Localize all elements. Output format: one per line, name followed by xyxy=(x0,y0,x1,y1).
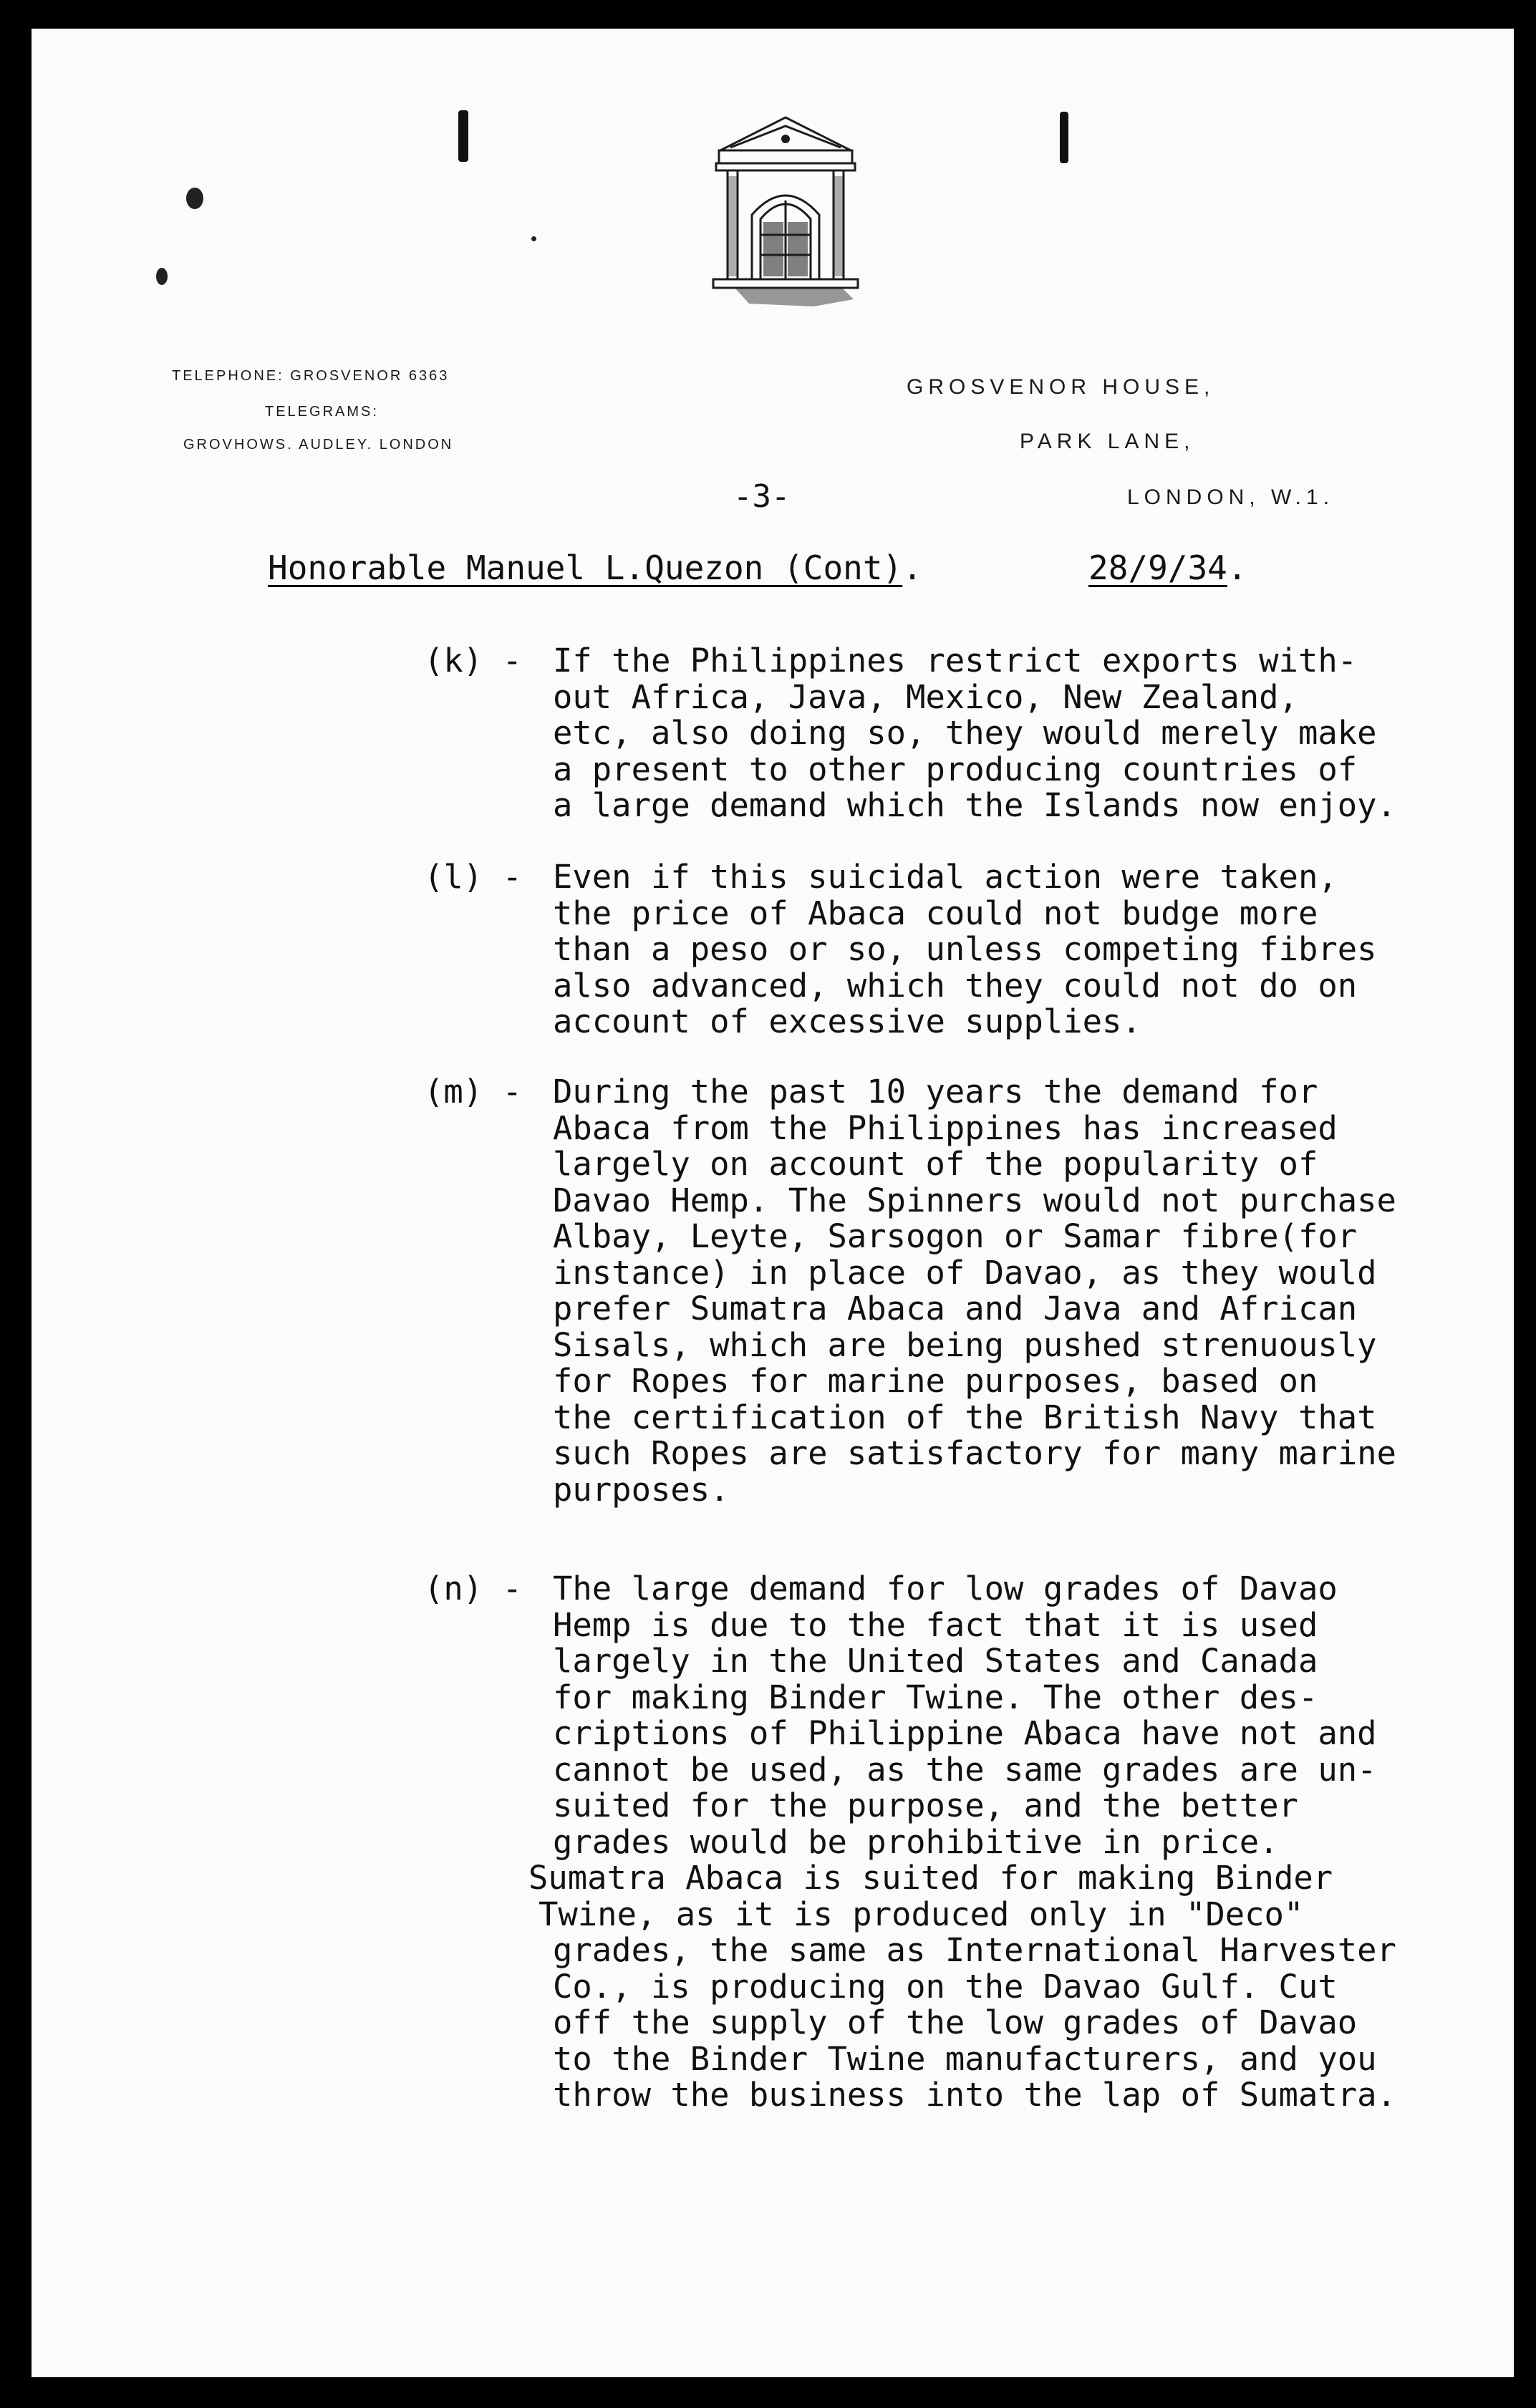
page-number: -3- xyxy=(733,478,791,515)
paragraph-m xyxy=(424,1074,1498,1508)
heading-period: . xyxy=(902,548,922,587)
text-line: If the Philippines restrict exports with- xyxy=(553,642,1358,680)
text-line: Albay, Leyte, Sarsogon or Samar fibre(for xyxy=(553,1217,1358,1255)
letter-heading xyxy=(268,548,1247,587)
text-line: grades, the same as International Harvester xyxy=(553,1931,1396,1969)
text-line: for making Binder Twine. The other des- xyxy=(553,1678,1318,1716)
text-line: Davao Hemp. The Spinners would not purchase xyxy=(553,1181,1396,1219)
text-line: grades would be prohibitive in price. xyxy=(553,1822,1279,1861)
text-line: for Ropes for marine purposes, based on xyxy=(553,1362,1318,1400)
paragraph-marker: (n) - xyxy=(424,1570,522,1607)
text-line: prefer Sumatra Abaca and Java and African xyxy=(553,1290,1358,1328)
ink-speck xyxy=(156,268,168,285)
text-line: account of excessive supplies. xyxy=(553,1002,1141,1040)
text-line: than a peso or so, unless competing fibres xyxy=(553,930,1377,968)
text-line: criptions of Philippine Abaca have not and xyxy=(553,1714,1377,1752)
text-line: Twine, as it is produced only in "Deco" xyxy=(538,1895,1304,1933)
text-line: etc, also doing so, they would merely make xyxy=(553,714,1377,752)
letter-page xyxy=(32,29,1514,2377)
text-line: throw the business into the lap of Sumatra. xyxy=(553,2076,1396,2114)
text-line: a present to other producing countries of xyxy=(553,750,1358,788)
paragraph-marker: (k) - xyxy=(424,642,522,680)
text-line: Even if this suicidal action were taken, xyxy=(553,858,1338,896)
letterhead-address-line2: PARK LANE, xyxy=(1020,430,1195,453)
letterhead-telephone: TELEPHONE: GROSVENOR 6363 xyxy=(172,368,450,384)
punch-mark-left xyxy=(458,110,468,162)
text-line: out Africa, Java, Mexico, New Zealand, xyxy=(553,677,1298,716)
paragraph-k xyxy=(424,643,1498,824)
text-line: to the Binder Twine manufacturers, and you xyxy=(553,2039,1377,2078)
text-line: largely in the United States and Canada xyxy=(553,1642,1318,1680)
text-line: purposes. xyxy=(553,1470,730,1509)
text-line: Hemp is due to the fact that it is used xyxy=(553,1605,1318,1644)
punch-mark-right xyxy=(1060,112,1068,163)
letterhead-address-line1: GROSVENOR HOUSE, xyxy=(907,375,1215,399)
text-line: Sumatra Abaca is suited for making Binder xyxy=(528,1859,1333,1897)
ink-speck xyxy=(531,236,536,241)
text-line: the price of Abaca could not budge more xyxy=(553,894,1318,932)
text-line: largely on account of the popularity of xyxy=(553,1145,1318,1183)
paragraph-marker: (m) - xyxy=(424,1073,522,1111)
paragraph-marker: (l) - xyxy=(424,858,522,896)
text-line: also advanced, which they could not do on xyxy=(553,966,1358,1005)
text-line: a large demand which the Islands now enjoy. xyxy=(553,786,1396,824)
text-line: Sisals, which are being pushed strenuously xyxy=(553,1325,1377,1364)
letterhead-telegrams-label: TELEGRAMS: xyxy=(265,404,379,420)
text-line: such Ropes are satisfactory for many marine xyxy=(553,1434,1396,1472)
text-line: Co., is producing on the Davao Gulf. Cut xyxy=(553,1967,1338,2006)
text-line: During the past 10 years the demand for xyxy=(553,1073,1318,1111)
text-line: off the supply of the low grades of Davao xyxy=(553,2003,1358,2041)
letter-date: 28/9/34. xyxy=(1088,548,1247,587)
paragraph-l xyxy=(424,859,1498,1040)
text-line: the certification of the British Navy that xyxy=(553,1398,1377,1436)
text-line: cannot be used, as the same grades are un- xyxy=(553,1750,1377,1789)
letterhead-address-line3: LONDON, W.1. xyxy=(1127,485,1335,509)
letterhead-telegrams-address: GROVHOWS. AUDLEY. LONDON xyxy=(183,437,454,453)
text-line: The large demand for low grades of Davao xyxy=(553,1570,1338,1607)
ink-speck xyxy=(186,188,203,209)
grosvenor-house-emblem xyxy=(706,107,865,309)
text-line: Abaca from the Philippines has increased xyxy=(553,1108,1338,1147)
text-line: instance) in place of Davao, as they would xyxy=(553,1253,1377,1292)
paragraph-n xyxy=(424,1571,1498,2114)
recipient-name: Honorable Manuel L.Quezon (Cont) xyxy=(268,548,903,587)
text-line: suited for the purpose, and the better xyxy=(553,1786,1298,1824)
